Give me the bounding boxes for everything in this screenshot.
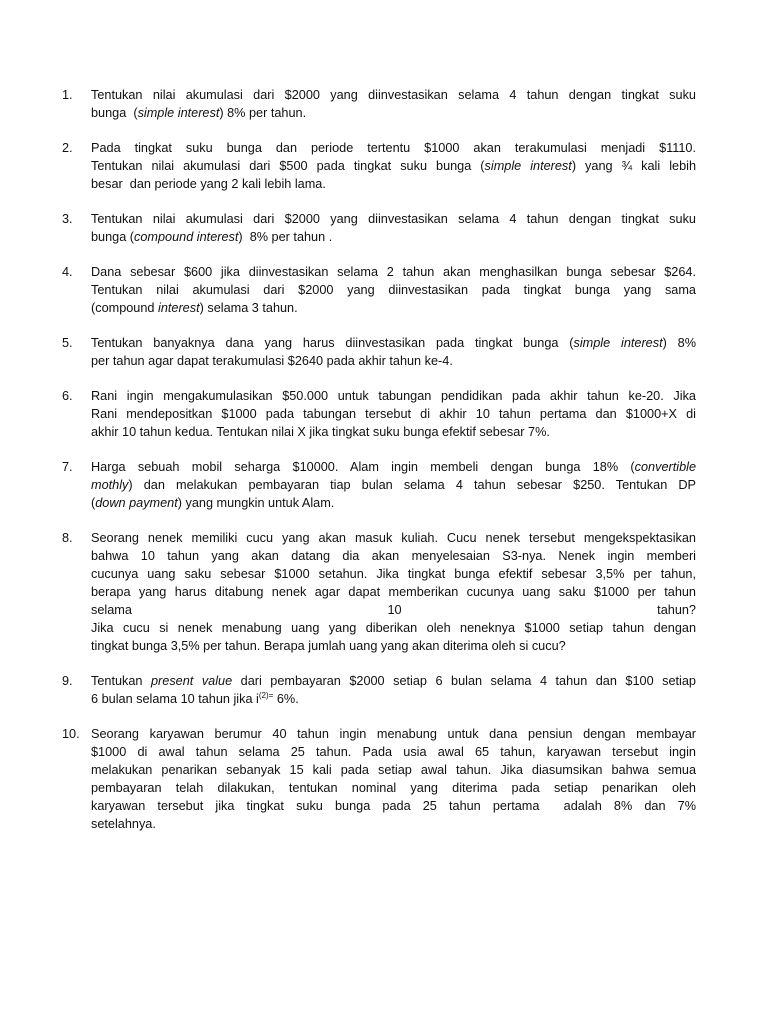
text-line bbox=[91, 104, 696, 122]
text-segment: Tentukan banyaknya dana yang harus diinvestasikan pada tingkat bunga ( bbox=[91, 336, 574, 350]
text-segment: Dana sebesar $600 jika diinvestasikan selama 2 tahun akan menghasilkan bunga sebesar $264. bbox=[91, 265, 696, 279]
problem-text bbox=[91, 672, 696, 708]
text-line bbox=[91, 779, 696, 797]
problem-number: 8. bbox=[62, 531, 73, 545]
text-segment: besar dan periode yang 2 kali lebih lama. bbox=[91, 177, 326, 191]
problem-number: 9. bbox=[62, 674, 73, 688]
problem-item bbox=[62, 139, 696, 193]
problem-number: 2. bbox=[62, 141, 73, 155]
text-segment: (compound bbox=[91, 301, 158, 315]
text-line bbox=[91, 476, 696, 494]
italic-term: simple interest bbox=[137, 106, 220, 120]
text-segment: dari pembayaran $2000 setiap 6 bulan selama 4 tahun dan $100 setiap bbox=[232, 674, 696, 688]
problem-number: 3. bbox=[62, 212, 73, 226]
problem-number: 4. bbox=[62, 265, 73, 279]
text-segment: bunga ( bbox=[91, 230, 135, 244]
text-line bbox=[91, 458, 696, 476]
text-segment: ) dan melakukan pembayaran tiap bulan selama 4 tahun sebesar $250. Tentukan DP bbox=[128, 478, 696, 492]
italic-term: convertible bbox=[634, 460, 696, 474]
text-line bbox=[91, 210, 696, 228]
text-segment: Seorang nenek memiliki cucu yang akan masuk kuliah. Cucu nenek tersebut mengekspektasikan bbox=[91, 531, 696, 545]
text-line bbox=[91, 690, 696, 708]
text-segment: Seorang karyawan berumur 40 tahun ingin menabung untuk dana pensiun dengan membayar bbox=[91, 727, 696, 741]
text-line bbox=[91, 529, 696, 547]
text-segment: ) 8% per tahun. bbox=[219, 106, 307, 120]
text-segment: Tentukan nilai akumulasi dari $500 pada tingkat suku bunga ( bbox=[91, 159, 485, 173]
problem-text bbox=[91, 263, 696, 317]
problem-text bbox=[91, 529, 696, 655]
problem-text bbox=[91, 334, 696, 370]
text-line bbox=[91, 565, 696, 583]
text-segment: ) 8% bbox=[662, 336, 696, 350]
problem-text bbox=[91, 387, 696, 441]
problem-number: 7. bbox=[62, 460, 73, 474]
text-line bbox=[91, 352, 696, 370]
text-segment: Rani mendepositkan $1000 pada tabungan tersebut di akhir 10 tahun pertama dan $1000+X di bbox=[91, 407, 696, 421]
text-segment: selama 10 tahun? bbox=[91, 603, 696, 617]
problem-number: 10. bbox=[62, 727, 80, 741]
problem-item bbox=[62, 672, 696, 708]
text-line bbox=[91, 281, 696, 299]
problem-item bbox=[62, 334, 696, 370]
text-line bbox=[91, 601, 696, 619]
text-line bbox=[91, 139, 696, 157]
italic-term: mothly bbox=[91, 478, 129, 492]
italic-term: interest bbox=[158, 301, 200, 315]
text-segment: ) yang mungkin untuk Alam. bbox=[177, 496, 335, 510]
text-line bbox=[91, 299, 696, 317]
text-line bbox=[91, 797, 696, 815]
italic-term: simple interest bbox=[484, 159, 572, 173]
text-segment: Rani ingin mengakumulasikan $50.000 untuk tabungan pendidikan pada akhir tahun ke-20. Jika bbox=[91, 389, 696, 403]
text-segment: akhir 10 tahun kedua. Tentukan nilai X jika tingkat suku bunga efektif sebesar 7%. bbox=[91, 425, 550, 439]
text-segment: Jika cucu si nenek menabung uang yang diberikan oleh neneknya $1000 setiap tahun dengan bbox=[91, 621, 696, 635]
problem-number: 1. bbox=[62, 88, 73, 102]
text-line bbox=[91, 86, 696, 104]
problem-item bbox=[62, 529, 696, 655]
problem-number: 5. bbox=[62, 336, 73, 350]
text-segment: ( bbox=[91, 496, 96, 510]
text-segment: melakukan penarikan sebanyak 15 kali pada setiap awal tahun. Jika diasumsikan bahwa semua bbox=[91, 763, 696, 777]
text-segment: tingkat bunga 3,5% per tahun. Berapa jumlah uang yang akan diterima oleh si cucu? bbox=[91, 639, 566, 653]
text-segment: 6 bulan selama 10 tahun jika i bbox=[91, 692, 259, 706]
text-line bbox=[91, 263, 696, 281]
text-line bbox=[91, 157, 696, 175]
text-line bbox=[91, 672, 696, 690]
problem-item bbox=[62, 86, 696, 122]
problem-text bbox=[91, 725, 696, 833]
text-segment: setelahnya. bbox=[91, 817, 156, 831]
text-line bbox=[91, 228, 696, 246]
problem-item bbox=[62, 263, 696, 317]
text-segment: ) yang ¾ kali lebih bbox=[571, 159, 696, 173]
text-segment: berapa yang harus ditabung nenek agar dapat memberikan cucunya uang saku $1000 per tahun bbox=[91, 585, 696, 599]
text-line bbox=[91, 619, 696, 637]
text-line bbox=[91, 334, 696, 352]
italic-term: present value bbox=[151, 674, 233, 688]
text-line bbox=[91, 725, 696, 743]
text-line bbox=[91, 743, 696, 761]
problem-item bbox=[62, 210, 696, 246]
superscript: (2)= bbox=[258, 691, 274, 700]
text-line bbox=[91, 405, 696, 423]
italic-term: compound interest bbox=[134, 230, 239, 244]
text-segment: bunga ( bbox=[91, 106, 138, 120]
text-segment: 6%. bbox=[273, 692, 299, 706]
text-segment: pembayaran telah dilakukan, tentukan nominal yang diterima pada setiap penarikan oleh bbox=[91, 781, 696, 795]
text-line bbox=[91, 637, 696, 655]
text-line bbox=[91, 761, 696, 779]
text-line bbox=[91, 815, 696, 833]
problem-text bbox=[91, 210, 696, 246]
problem-text bbox=[91, 458, 696, 512]
italic-term: simple interest bbox=[573, 336, 663, 350]
problem-item bbox=[62, 725, 696, 833]
text-segment: per tahun agar dapat terakumulasi $2640 pada akhir tahun ke-4. bbox=[91, 354, 453, 368]
text-line bbox=[91, 423, 696, 441]
text-segment: ) 8% per tahun . bbox=[238, 230, 333, 244]
problem-item bbox=[62, 458, 696, 512]
text-segment: ) selama 3 tahun. bbox=[199, 301, 298, 315]
text-segment: bahwa 10 tahun yang akan datang dia akan menyelesaian S3-nya. Nenek ingin memberi bbox=[91, 549, 696, 563]
text-segment: Harga sebuah mobil seharga $10000. Alam ingin membeli dengan bunga 18% ( bbox=[91, 460, 635, 474]
text-line bbox=[91, 583, 696, 601]
text-segment: Tentukan bbox=[91, 674, 151, 688]
text-line bbox=[91, 175, 696, 193]
text-segment: Tentukan nilai akumulasi dari $2000 yang diinvestasikan selama 4 tahun dengan tingkat suku bbox=[91, 212, 696, 226]
problem-item bbox=[62, 387, 696, 441]
text-segment: Tentukan nilai akumulasi dari $2000 yang diinvestasikan selama 4 tahun dengan tingkat suku bbox=[91, 88, 696, 102]
text-segment: cucunya uang saku sebesar $1000 setahun. Jika tingkat bunga efektif sebesar 3,5% per tahun, bbox=[91, 567, 696, 581]
problem-text bbox=[91, 86, 696, 122]
problem-list bbox=[62, 86, 696, 850]
italic-term: down payment bbox=[95, 496, 178, 510]
text-segment: Pada tingkat suku bunga dan periode tertentu $1000 akan terakumulasi menjadi $1110. bbox=[91, 141, 696, 155]
problem-text bbox=[91, 139, 696, 193]
text-line bbox=[91, 387, 696, 405]
text-segment: $1000 di awal tahun selama 25 tahun. Pada usia awal 65 tahun, karyawan tersebut ingin bbox=[91, 745, 696, 759]
text-line bbox=[91, 494, 696, 512]
text-line bbox=[91, 547, 696, 565]
text-segment: Tentukan nilai akumulasi dari $2000 yang diinvestasikan pada tingkat bunga yang sama bbox=[91, 283, 696, 297]
problem-number: 6. bbox=[62, 389, 73, 403]
text-segment: karyawan tersebut jika tingkat suku bunga pada 25 tahun pertama adalah 8% dan 7% bbox=[91, 799, 696, 813]
